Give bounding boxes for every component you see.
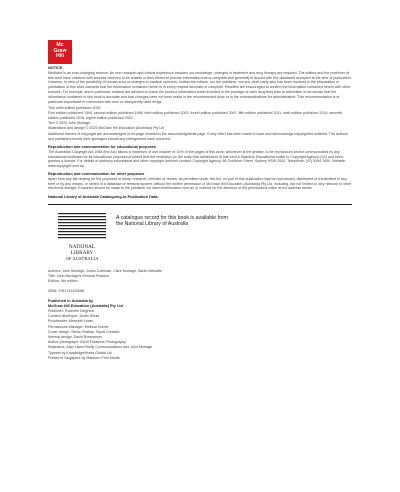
published-in-heading: Published in Australia by: [48, 299, 94, 304]
edition-history: First edition published 1994, second edition published 1998, third edition published 2003, fourth edition published 2007, fifth edition published 2011, sixth edition published 2015, seventh edition published 2018, eighth edition published 2022: [48, 111, 343, 120]
credit-line: Typeset by KnowledgeWorks Global Ltd: [48, 350, 112, 355]
credit-line: Permissions Manager: Melissa Homer: [48, 324, 109, 329]
design-copyright: Illustrations and design © 2025 McGraw Hill Education (Australia) Pty Ltd: [48, 125, 165, 130]
nla-record: [58, 211, 352, 263]
publisher-name: McGraw Hill Education (Australia) Pty Ltd: [48, 304, 123, 309]
nla-record-text: A catalogue record for this book is available from the National Library of Australia: [116, 214, 228, 228]
logo-line-1: Mc: [56, 42, 64, 48]
other-purposes-heading: Reproduction and communication for other purposes: [48, 171, 145, 176]
mcgraw-hill-logo: [48, 40, 72, 64]
logo-line-3: Hill: [55, 53, 65, 60]
credit-line: Publisher: Rochelle Deighton: [48, 308, 95, 313]
credit-line: Content developer: Justin Wicks: [48, 314, 100, 319]
acknowledgement-text: Additional owners of copyright are acknowledged in on-page credits/on the acknowledgments page. Every effort has been made to trace and acknowledge copyrighted material. The authors and publishers tender their apologies should any infringement have occurred.: [48, 132, 348, 142]
notice-title: NOTICE: [48, 66, 63, 70]
credit-line: Illustrators: Alan Laver/Shelly Communications and John Murtagh: [48, 345, 153, 350]
credit-line: Cover design: Simon Rattray, Squirt Creative: [48, 329, 120, 334]
logo-line-2: Graw: [53, 47, 67, 54]
nla-logo: [58, 211, 106, 263]
educational-text: The Australian Copyright Act 1968 (the Act) allows a maximum of one chapter or 10% of the pages of this work, whichever is the greater, to be reproduced and/or communicated by any educational institution for its educational purposes provided that the institution (or the body that administers it) has sent a Statutory Educational notice to Copyright Agency (CA) and been granted a licence. For details of statutory educational and other copyright licences contact: Copyright Agency, 66 Goulburn Street, Sydney NSW 2000. Telephone: (02) 9394 7600. Website: www.copyright.com.au: [48, 149, 347, 169]
notice-text: Medicine is an ever-changing science. As new research and clinical experience broaden our knowledge, changes in treatment and drug therapy are required. The editors and the publisher of this work have checked with sources believed to be reliable in their efforts to provide information that is complete and generally in accord with the standards accepted at the time of publication. However, in view of the possibility of human error or changes in medical sciences, neither the editors, nor the publisher, nor any other party who has been involved in the preparation or publication of this work warrants that the information contained herein is in every respect accurate or complete. Readers are encouraged to confirm the information contained herein with other sources. For example, and in particular, readers are advised to check the product information sheet included in the package of each drug they plan to administer to be certain that the information contained in this book is accurate and that changes have not been made in the recommended dose or in the contraindications for administration. This recommendation is of particular importance in connection with new or infrequently used drugs.: [48, 70, 352, 104]
edition-line: This ninth edition published 2025: [48, 106, 101, 111]
nla-heading: National Library of Australia Cataloguing-in-Publication Data:: [48, 195, 159, 200]
other-purposes-text: Apart from any fair dealing for the purposes of study, research, criticism or review, as permitted under the Act, no part of this publication may be reproduced, distributed or transmitted in any form or by any means, or stored in a database or retrieval system, without the written permission of McGraw Hill Education (Australia) Pty Ltd, including, but not limited to, any network or other electronic storage. Enquiries should be made to the publisher via www.mheducation.com.au or marked for the attention of the permissions editor at the address below.: [48, 176, 352, 191]
catalogue-isbn: ISBN: 9781743100058: [48, 289, 85, 294]
catalogue-edition: Edition: 9th edition: [48, 278, 78, 283]
credit-line: Proofreader: Meredith Lewin: [48, 319, 94, 324]
text-copyright: Text © 2025 John Murtagh: [48, 120, 91, 125]
divider: [48, 204, 352, 205]
credit-line: Author photograph: Gerrit Fokkema Photography: [48, 340, 126, 345]
catalogue-title: Title: John Murtagh’s General Practice: [48, 273, 109, 278]
nla-logo-line-3: OF AUSTRALIA: [65, 255, 99, 261]
copyright-page: [48, 66, 352, 361]
nla-logo-line-1: NATIONAL: [68, 243, 96, 250]
credit-line: Printed in Singapore by Markono Print Media: [48, 355, 120, 360]
educational-heading: Reproduction and communication for educational purposes: [48, 144, 157, 149]
catalogue-authors: Authors: John Murtagh, Justin Coleman, Clare Murtagh, Sarah Metcalfe: [48, 268, 163, 273]
nla-logo-icon: [58, 211, 106, 263]
publisher-credits: [48, 309, 352, 361]
credit-line: Internal design: David Rosemeyer: [48, 334, 103, 339]
nla-logo-line-2: LIBRARY: [70, 249, 94, 256]
